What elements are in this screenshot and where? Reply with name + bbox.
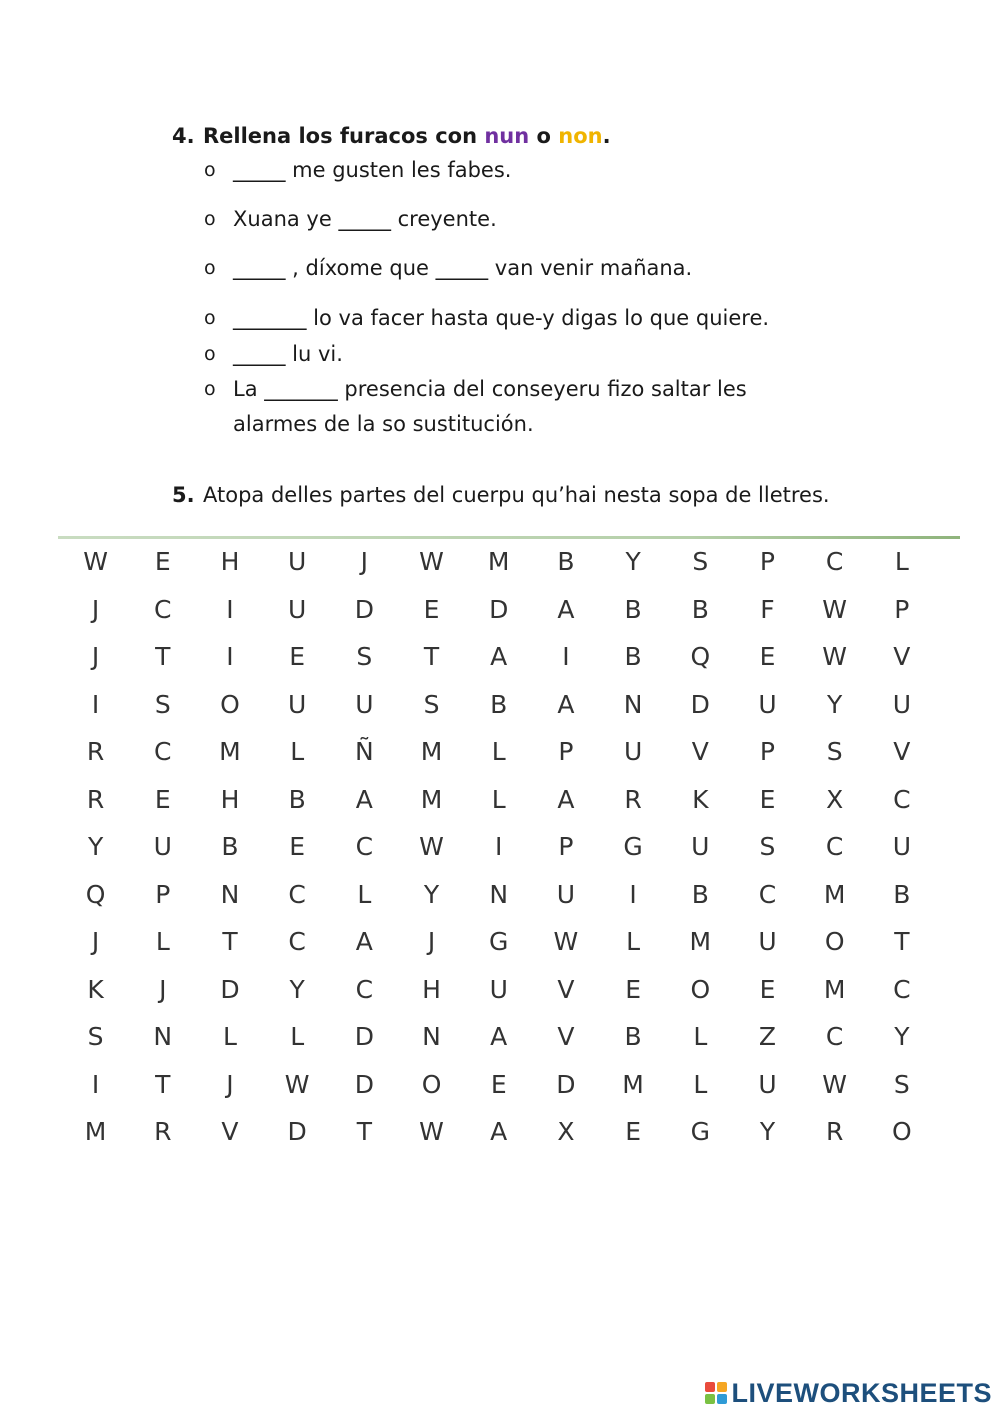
- word-search-letter[interactable]: K: [692, 784, 709, 814]
- word-nun: nun: [484, 124, 530, 148]
- word-search-letter[interactable]: E: [154, 784, 171, 814]
- word-search-letter[interactable]: D: [690, 689, 710, 719]
- word-search-letter[interactable]: U: [758, 689, 777, 719]
- logo-square: [717, 1394, 727, 1404]
- word-search-letter[interactable]: C: [825, 547, 844, 576]
- word-search-letter[interactable]: A: [490, 642, 508, 671]
- word-search-letter[interactable]: I: [226, 594, 234, 624]
- word-search-letter[interactable]: L: [357, 879, 372, 909]
- word-search-letter[interactable]: U: [288, 689, 307, 719]
- word-search-letter[interactable]: I: [495, 832, 503, 861]
- word-search-letter[interactable]: W: [419, 547, 444, 576]
- word-search-letter[interactable]: T: [155, 642, 171, 671]
- word-search-letter[interactable]: J: [91, 642, 100, 671]
- bullet-icon: o: [204, 378, 216, 400]
- word-search-row: [62, 966, 936, 1014]
- word-search-letter[interactable]: N: [422, 1022, 441, 1051]
- word-search-letter[interactable]: M: [420, 737, 443, 766]
- word-search-letter[interactable]: M: [622, 1069, 644, 1099]
- word-search-letter[interactable]: A: [557, 689, 575, 719]
- word-search-letter[interactable]: U: [892, 832, 911, 861]
- brand-logo: [705, 1376, 992, 1410]
- word-search-letter[interactable]: O: [421, 1069, 442, 1099]
- word-search-letter[interactable]: Y: [423, 879, 440, 909]
- question-5: [172, 480, 830, 510]
- list-item: o _____ lu vi.: [204, 337, 844, 372]
- word-search-letter[interactable]: F: [760, 594, 775, 624]
- word-search-letter[interactable]: M: [823, 879, 846, 909]
- word-search-letter[interactable]: M: [689, 927, 712, 956]
- word-search-letter[interactable]: C: [154, 594, 172, 624]
- word-search-letter[interactable]: U: [489, 974, 508, 1004]
- word-search-row: [62, 776, 936, 824]
- word-search-letter[interactable]: P: [558, 737, 574, 766]
- word-search-letter[interactable]: U: [288, 547, 307, 576]
- word-search-letter[interactable]: O: [220, 689, 240, 719]
- word-search-letter[interactable]: W: [822, 594, 848, 624]
- word-search-letter[interactable]: R: [624, 784, 642, 814]
- word-search-letter[interactable]: R: [86, 784, 105, 814]
- word-search-letter[interactable]: J: [226, 1069, 234, 1099]
- word-search-letter[interactable]: P: [155, 879, 171, 909]
- word-search-letter[interactable]: N: [220, 879, 240, 909]
- word-search-letter[interactable]: C: [758, 879, 777, 909]
- word-search-letter[interactable]: W: [419, 832, 444, 861]
- logo-square: [717, 1382, 727, 1392]
- word-search-letter[interactable]: G: [690, 1117, 710, 1146]
- word-search-letter[interactable]: T: [356, 1117, 372, 1146]
- question-4: [172, 121, 872, 436]
- word-search-letter[interactable]: E: [154, 547, 171, 576]
- word-search-letter[interactable]: L: [491, 784, 506, 814]
- word-search-letter[interactable]: L: [290, 737, 305, 766]
- word-search-letter[interactable]: I: [629, 879, 637, 909]
- word-search-letter[interactable]: Y: [759, 1117, 776, 1146]
- word-search-letter[interactable]: I: [91, 689, 100, 719]
- word-search-letter[interactable]: A: [490, 1117, 508, 1146]
- word-search-letter[interactable]: L: [626, 927, 641, 956]
- word-search-letter[interactable]: N: [153, 1022, 173, 1051]
- word-search-letter[interactable]: J: [159, 974, 167, 1004]
- word-search-letter[interactable]: A: [355, 927, 373, 956]
- word-search-letter[interactable]: T: [894, 927, 910, 956]
- word-search-letter[interactable]: H: [220, 784, 240, 814]
- word-search-letter[interactable]: Q: [690, 642, 711, 671]
- word-search-letter[interactable]: J: [91, 594, 100, 624]
- word-search-letter[interactable]: J: [427, 927, 436, 956]
- word-search-letter[interactable]: Q: [85, 879, 106, 909]
- word-search-letter[interactable]: V: [557, 1022, 575, 1051]
- word-search-letter[interactable]: C: [288, 927, 306, 956]
- word-search-letter[interactable]: M: [420, 784, 443, 814]
- word-search-letter[interactable]: M: [487, 547, 510, 576]
- word-search-letter[interactable]: P: [759, 737, 775, 766]
- word-search-letter[interactable]: T: [222, 927, 238, 956]
- word-search-letter[interactable]: S: [759, 832, 776, 861]
- word-search-letter[interactable]: W: [822, 1069, 848, 1099]
- word-search-letter[interactable]: V: [893, 737, 911, 766]
- word-search-letter[interactable]: C: [893, 974, 911, 1004]
- word-search-letter[interactable]: U: [623, 737, 643, 766]
- word-search-letter[interactable]: P: [558, 832, 574, 861]
- word-search-letter[interactable]: D: [287, 1117, 307, 1146]
- word-search-letter[interactable]: E: [625, 1117, 641, 1146]
- logo-icon: [705, 1382, 727, 1404]
- word-search-letter[interactable]: C: [825, 1022, 844, 1051]
- word-search-letter[interactable]: P: [894, 594, 910, 624]
- word-search-letter[interactable]: C: [893, 784, 911, 814]
- word-search-letter[interactable]: O: [824, 927, 845, 956]
- word-search-letter[interactable]: U: [691, 832, 710, 861]
- list-item: o _____ , díxome que _____ van venir mañana.: [204, 251, 844, 286]
- word-search-letter[interactable]: D: [489, 594, 509, 624]
- bullet-icon: o: [204, 307, 216, 329]
- word-search-letter[interactable]: S: [893, 1069, 910, 1099]
- question-number: 5.: [172, 483, 195, 507]
- word-search-letter[interactable]: U: [153, 832, 172, 861]
- word-search-letter[interactable]: S: [826, 737, 843, 766]
- word-search-letter[interactable]: X: [826, 784, 844, 814]
- word-search-letter[interactable]: U: [892, 689, 911, 719]
- bullet-icon: o: [204, 343, 216, 365]
- word-search-letter[interactable]: S: [356, 642, 373, 671]
- word-search-letter[interactable]: Y: [289, 974, 305, 1004]
- word-search-letter[interactable]: N: [489, 879, 509, 909]
- word-search-letter[interactable]: L: [894, 547, 909, 576]
- word-search-row: [62, 728, 936, 776]
- word-search-letter[interactable]: U: [758, 1069, 777, 1099]
- word-search-row: [62, 1061, 936, 1109]
- question-5-text: Atopa delles partes del cuerpu qu’hai nesta sopa de lletres.: [203, 483, 830, 507]
- word-search-letter[interactable]: B: [624, 594, 642, 624]
- word-search-letter[interactable]: B: [490, 689, 508, 719]
- word-search-letter[interactable]: M: [84, 1117, 107, 1146]
- word-search-row: [62, 1108, 936, 1156]
- bullet-icon: o: [204, 257, 216, 279]
- word-search-letter[interactable]: A: [557, 594, 575, 624]
- word-search-letter[interactable]: T: [155, 1069, 171, 1099]
- list-item: o Xuana ye _____ creyente.: [204, 202, 844, 237]
- word-search-letter[interactable]: Y: [894, 1022, 910, 1051]
- word-search-letter[interactable]: E: [759, 974, 776, 1004]
- word-search-letter[interactable]: L: [693, 1069, 708, 1099]
- word-non: non: [558, 124, 603, 148]
- word-search-letter[interactable]: M: [823, 974, 846, 1004]
- word-search-letter[interactable]: L: [290, 1022, 305, 1051]
- word-search-letter[interactable]: I: [562, 642, 570, 671]
- word-search-letter[interactable]: V: [557, 974, 575, 1004]
- word-search-letter[interactable]: B: [221, 832, 239, 861]
- brand-name: LIVEWORKSHEETS: [731, 1377, 992, 1408]
- word-search-letter[interactable]: A: [557, 784, 575, 814]
- word-search-letter[interactable]: C: [355, 974, 374, 1004]
- word-search-letter[interactable]: L: [491, 737, 506, 766]
- word-search-row: [62, 538, 936, 586]
- word-search-letter[interactable]: D: [354, 1022, 374, 1051]
- word-search-row: [62, 633, 936, 681]
- word-search-letter[interactable]: U: [758, 927, 777, 956]
- word-search-letter[interactable]: R: [86, 737, 105, 766]
- word-search-letter[interactable]: W: [822, 642, 848, 671]
- word-search-letter[interactable]: O: [892, 1117, 912, 1146]
- word-search-letter[interactable]: U: [556, 879, 576, 909]
- word-search-letter[interactable]: L: [693, 1022, 708, 1051]
- word-search-letter[interactable]: B: [288, 784, 306, 814]
- word-search-letter[interactable]: N: [623, 689, 643, 719]
- word-search-letter[interactable]: G: [623, 832, 643, 861]
- word-search-letter[interactable]: U: [355, 689, 374, 719]
- word-search-row: [62, 918, 936, 966]
- word-search-letter[interactable]: T: [423, 642, 440, 671]
- word-search-letter[interactable]: S: [423, 689, 440, 719]
- bullet-icon: o: [204, 208, 216, 230]
- word-search-letter[interactable]: R: [825, 1117, 844, 1146]
- word-search-letter[interactable]: J: [360, 547, 369, 576]
- word-search-letter[interactable]: D: [354, 1069, 374, 1099]
- word-search-letter[interactable]: X: [557, 1117, 575, 1146]
- word-search-letter[interactable]: E: [423, 594, 440, 624]
- word-search-letter[interactable]: S: [154, 689, 171, 719]
- word-search-letter[interactable]: B: [691, 594, 709, 624]
- word-search-letter[interactable]: E: [289, 832, 306, 861]
- word-search-letter[interactable]: C: [154, 737, 172, 766]
- word-search-letter[interactable]: P: [759, 547, 775, 576]
- word-search-letter[interactable]: V: [691, 737, 709, 766]
- list-item: o _______ lo va facer hasta que-y digas lo que quiere.: [204, 301, 844, 336]
- word-search-letter[interactable]: D: [556, 1069, 576, 1099]
- word-search-letter[interactable]: D: [354, 594, 374, 624]
- word-search-letter[interactable]: W: [553, 927, 579, 956]
- word-search-letter[interactable]: E: [289, 642, 306, 671]
- word-search-row: [62, 1013, 936, 1061]
- logo-square: [705, 1382, 715, 1392]
- word-search-row: [62, 586, 936, 634]
- word-search-letter[interactable]: S: [87, 1022, 104, 1051]
- word-search-row: [62, 681, 936, 729]
- word-search-letter[interactable]: C: [355, 832, 374, 861]
- word-search-letter[interactable]: C: [825, 832, 844, 861]
- logo-square: [705, 1394, 715, 1404]
- word-search-letter[interactable]: C: [288, 879, 306, 909]
- question-number: 4.: [172, 124, 195, 148]
- question-4-title: 4. Rellena los furacos con nun o non.: [172, 121, 872, 151]
- word-search-letter[interactable]: G: [489, 927, 509, 956]
- word-search-letter[interactable]: E: [759, 784, 776, 814]
- word-search-letter[interactable]: B: [557, 547, 575, 576]
- word-search-letter[interactable]: Ñ: [354, 737, 374, 766]
- word-search-letter[interactable]: A: [490, 1022, 508, 1051]
- word-search-letter[interactable]: B: [624, 642, 642, 671]
- word-search-letter[interactable]: Y: [625, 547, 641, 576]
- list-item: o _____ me gusten les fabes.: [204, 153, 844, 188]
- word-search-letter[interactable]: M: [219, 737, 241, 766]
- word-search-letter[interactable]: H: [422, 974, 441, 1004]
- word-search-row: [62, 871, 936, 919]
- word-search-letter[interactable]: B: [893, 879, 911, 909]
- list-item: o La _______ presencia del conseyeru fizo saltar les alarmes de la so sustitución.: [204, 372, 844, 442]
- word-search-letter[interactable]: E: [490, 1069, 507, 1099]
- word-search-letter[interactable]: D: [220, 974, 240, 1004]
- word-search-letter[interactable]: Y: [87, 832, 104, 861]
- word-search-grid: [62, 538, 936, 1156]
- word-search-letter[interactable]: A: [355, 784, 373, 814]
- bullet-icon: o: [204, 159, 216, 181]
- word-search-letter[interactable]: O: [690, 974, 711, 1004]
- word-search-letter[interactable]: V: [221, 1117, 239, 1146]
- word-search-letter[interactable]: W: [83, 547, 108, 576]
- word-search-letter[interactable]: B: [691, 879, 709, 909]
- word-search-letter[interactable]: I: [226, 642, 234, 671]
- word-search-letter[interactable]: S: [692, 547, 709, 576]
- word-search-letter[interactable]: V: [893, 642, 911, 671]
- word-search-letter[interactable]: U: [288, 594, 307, 624]
- word-search-letter[interactable]: W: [284, 1069, 310, 1099]
- word-search-letter[interactable]: R: [154, 1117, 172, 1146]
- word-search-letter[interactable]: H: [220, 547, 240, 576]
- word-search-letter[interactable]: L: [155, 927, 170, 956]
- word-search-letter[interactable]: I: [91, 1069, 100, 1099]
- word-search-letter[interactable]: K: [87, 974, 104, 1004]
- word-search-letter[interactable]: E: [759, 642, 776, 671]
- word-search-letter[interactable]: W: [419, 1117, 444, 1146]
- word-search-letter[interactable]: B: [624, 1022, 642, 1051]
- word-search-letter[interactable]: Z: [758, 1022, 777, 1051]
- word-search-letter[interactable]: E: [625, 974, 641, 1004]
- word-search-row: [62, 823, 936, 871]
- word-search-letter[interactable]: Y: [827, 689, 843, 719]
- word-search-letter[interactable]: L: [223, 1022, 237, 1051]
- word-search-letter[interactable]: J: [91, 927, 100, 956]
